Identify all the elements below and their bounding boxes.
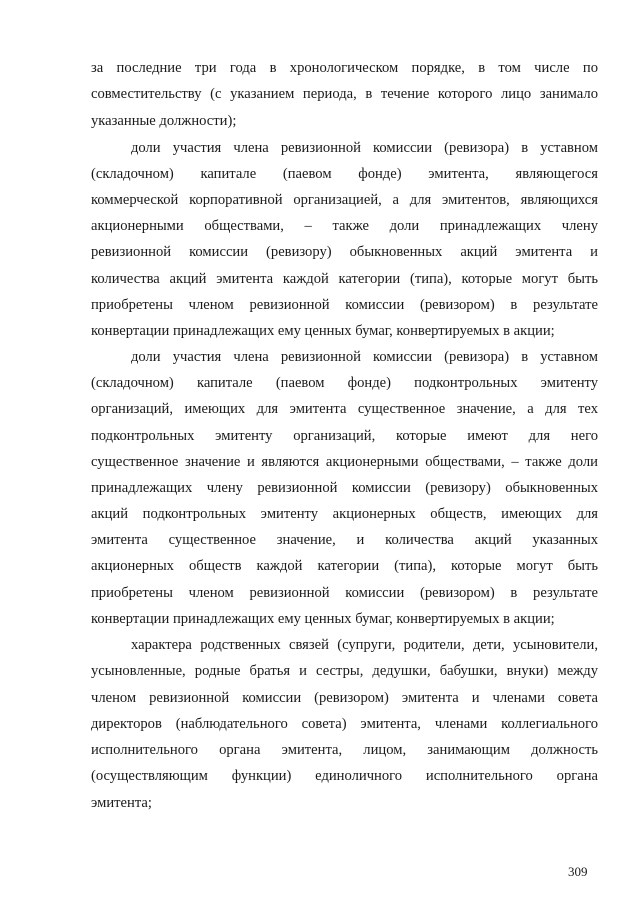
text-line: ревизионной комиссии (ревизору) обыкновенных акций эмитента и <box>91 244 598 260</box>
text-line: количества акций эмитента каждой категории (типа), которые могут быть <box>91 271 598 287</box>
text-line: (складочном) капитале (паевом фонде) эмитента, являющегося <box>91 166 598 182</box>
text-line: коммерческой корпоративной организацией, а для эмитентов, являющихся <box>91 192 598 208</box>
text-line: совместительству (с указанием периода, в течение которого лицо занимало <box>91 86 598 102</box>
text-line: директоров (наблюдательного совета) эмитента, членами коллегиального <box>91 716 598 732</box>
text-line: за последние три года в хронологическом порядке, в том числе по <box>91 60 598 76</box>
text-line: указанные должности); <box>91 113 237 129</box>
text-line: усыновленные, родные братья и сестры, дедушки, бабушки, внуки) между <box>91 663 598 679</box>
text-line: конвертации принадлежащих ему ценных бумаг, конвертируемых в акции; <box>91 323 555 339</box>
text-line: подконтрольных эмитенту организаций, которые имеют для него <box>91 428 598 444</box>
text-line: принадлежащих члену ревизионной комиссии (ревизору) обыкновенных <box>91 480 598 496</box>
text-line: эмитента существенное значение, и количества акций указанных <box>91 532 598 548</box>
text-line: членом ревизионной комиссии (ревизором) эмитента и членами совета <box>91 690 598 706</box>
text-line: конвертации принадлежащих ему ценных бумаг, конвертируемых в акции; <box>91 611 555 627</box>
text-line: приобретены членом ревизионной комиссии (ревизором) в результате <box>91 297 598 313</box>
text-line: акций подконтрольных эмитенту акционерных обществ, имеющих для <box>91 506 598 522</box>
text-line: эмитента; <box>91 795 152 811</box>
page-number: 309 <box>568 864 588 879</box>
text-line: организаций, имеющих для эмитента существенное значение, а для тех <box>91 401 598 417</box>
text-line: доли участия члена ревизионной комиссии (ревизора) в уставном <box>131 140 598 156</box>
text-line: (осуществляющим функции) единоличного исполнительного органа <box>91 768 598 784</box>
text-line: (складочном) капитале (паевом фонде) подконтрольных эмитенту <box>91 375 598 391</box>
text-line: характера родственных связей (супруги, родители, дети, усыновители, <box>131 637 598 653</box>
text-line: существенное значение и являются акционерными обществами, – также доли <box>91 454 598 470</box>
text-line: исполнительного органа эмитента, лицом, занимающим должность <box>91 742 598 758</box>
text-line: доли участия члена ревизионной комиссии (ревизора) в уставном <box>131 349 598 365</box>
text-line: акционерных обществ каждой категории (типа), которые могут быть <box>91 558 598 574</box>
text-line: приобретены членом ревизионной комиссии (ревизором) в результате <box>91 585 598 601</box>
text-line: акционерными обществами, – также доли принадлежащих члену <box>91 218 598 234</box>
